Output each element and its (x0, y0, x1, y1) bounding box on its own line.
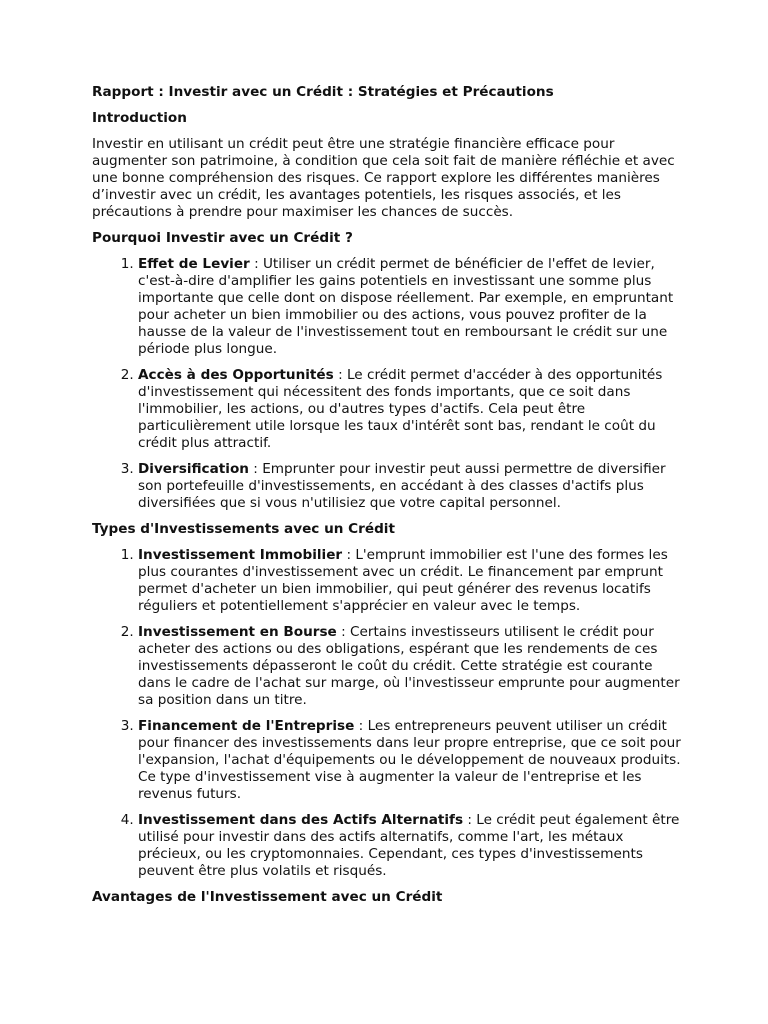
list-item (138, 367, 682, 452)
list-item-text: : Le crédit permet d'accéder à des opportunités d'investissement qui nécessitent des fonds importants, que ce soit dans l'immobilier, les actions, ou d'autres types d'actifs. Cela peut être particulièrement utile lorsque les taux d'intérêt sont bas, rendant le coût du crédit plus attractif. (138, 367, 663, 451)
list-item (138, 812, 682, 880)
document-title: Rapport : Investir avec un Crédit : Stratégies et Précautions (92, 84, 554, 100)
section-heading-why: Pourquoi Investir avec un Crédit ? (92, 230, 353, 246)
list-item-text: : Certains investisseurs utilisent le crédit pour acheter des actions ou des obligations, espérant que les rendements de ces investissements dépasseront le coût du crédit. Cette stratégie est courante dans le cadre de l'achat sur marge, où l'investisseur emprunte pour augmenter sa position dans un titre. (138, 624, 680, 708)
introduction-paragraph: Investir en utilisant un crédit peut être une stratégie financière efficace pour augmenter son patrimoine, à condition que cela soit fait de manière réfléchie et avec une bonne compréhension des risques. Ce rapport explore les différentes manières d’investir avec un crédit, les avantages potentiels, les risques associés, et les précautions à prendre pour maximiser les chances de succès. (92, 136, 675, 220)
list-item-term: Accès à des Opportunités (138, 367, 334, 383)
section-heading-advantages: Avantages de l'Investissement avec un Crédit (92, 889, 443, 905)
list-item-term: Investissement Immobilier (138, 547, 343, 563)
list-item-text: : Emprunter pour investir peut aussi permettre de diversifier son portefeuille d'investissements, en accédant à des classes d'actifs plus diversifiées que si vous n'utilisiez que votre capital personnel. (138, 461, 666, 511)
section-heading-types: Types d'Investissements avec un Crédit (92, 521, 395, 537)
list-item (138, 624, 682, 709)
list-item-text: : L'emprunt immobilier est l'une des formes les plus courantes d'investissement avec un crédit. Le financement par emprunt permet d'acheter un bien immobilier, qui peut générer des revenus locatifs réguliers et potentiellement s'apprécier en valeur avec le temps. (138, 547, 668, 614)
list-item-term: Effet de Levier (138, 256, 250, 272)
list-item-text: : Utiliser un crédit permet de bénéficier de l'effet de levier, c'est-à-dire d'amplifier les gains potentiels en investissant une somme plus importante que celle dont on dispose réellement. Par exemple, en empruntant pour acheter un bien immobilier ou des actions, vous pouvez profiter de la hausse de la valeur de l'investissement tout en remboursant le crédit sur une période plus longue. (138, 256, 674, 357)
why-list (92, 256, 682, 512)
list-item-text: : Le crédit peut également être utilisé pour investir dans des actifs alternatifs, comme l'art, les métaux précieux, ou les cryptomonnaies. Cependant, ces types d'investissements peuvent être plus volatils et risqués. (138, 812, 680, 879)
list-item-term: Financement de l'Entreprise (138, 718, 355, 734)
list-item (138, 461, 682, 512)
list-item (138, 718, 682, 803)
document-page (92, 84, 682, 915)
list-item (138, 256, 682, 358)
types-list (92, 547, 682, 880)
list-item-term: Investissement en Bourse (138, 624, 337, 640)
list-item-text: : Les entrepreneurs peuvent utiliser un crédit pour financer des investissements dans leur propre entreprise, que ce soit pour l'expansion, l'achat d'équipements ou le développement de nouveaux produits. Ce type d'investissement vise à augmenter la valeur de l'entreprise et les revenus futurs. (138, 718, 681, 802)
list-item-term: Diversification (138, 461, 249, 477)
list-item (138, 547, 682, 615)
list-item-term: Investissement dans des Actifs Alternatifs (138, 812, 464, 828)
section-heading-introduction: Introduction (92, 110, 187, 126)
